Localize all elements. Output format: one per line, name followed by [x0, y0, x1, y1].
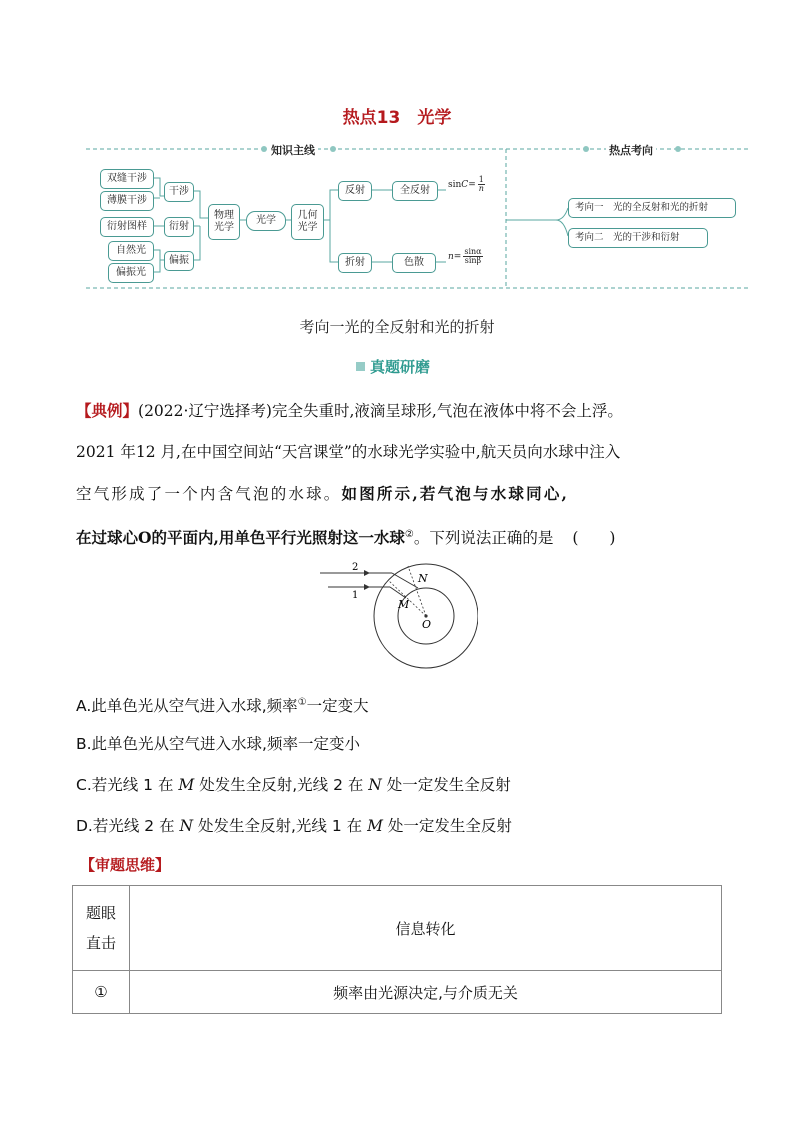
option-a[interactable]: A.此单色光从空气进入水球,频率①一定变大 [76, 697, 369, 716]
node-thin-film: 薄膜干涉 [100, 191, 154, 211]
point-O-label: O [422, 618, 432, 631]
answer-bracket: ( ) [572, 529, 616, 548]
ray-1-label: 1 [352, 590, 359, 601]
node-reflection: 反射 [338, 181, 372, 201]
point-M-label: M [398, 598, 410, 611]
example-line-1: 【典例】(2022·辽宁选择考)完全失重时,液滴呈球形,气泡在液体中将不会上浮。 [76, 402, 623, 420]
node-polarization: 偏振 [164, 251, 194, 271]
thinking-table [72, 885, 722, 1014]
example-line-2: 2021 年12 月,在中国空间站“天宫课堂”的水球光学实验中,航天员向水球中注入 [76, 443, 621, 461]
page-title: 热点13 光学 [342, 108, 452, 128]
node-optics: 光学 [246, 211, 286, 231]
example-line-4: 在过球心O的平面内,用单色平行光照射这一水球②。下列说法正确的是 ( ) [76, 528, 616, 548]
row-info: 频率由光源决定,与介质无关 [130, 971, 722, 1014]
knowledge-mindmap [86, 136, 750, 292]
option-c[interactable]: C.若光线 1 在 M 处发生全反射,光线 2 在 N 处一定发生全反射 [76, 776, 511, 794]
sub-heading: 考向一光的全反射和光的折射 [299, 318, 495, 336]
ray-2-label: 2 [352, 562, 359, 573]
row-marker: ① [73, 971, 130, 1014]
example-tag: 【典例】 [76, 402, 139, 420]
node-double-slit: 双缝干涉 [100, 169, 154, 189]
direction-1: 考向一 光的全反射和光的折射 [568, 198, 736, 218]
node-physical-optics: 物理 光学 [208, 204, 240, 240]
node-total-reflection: 全反射 [392, 181, 438, 201]
mindmap-right-header: 热点考向 [606, 142, 656, 158]
header-cell-keyword: 题眼 直击 [73, 886, 130, 971]
table-header-row [73, 886, 722, 971]
water-sphere-figure [318, 558, 478, 670]
thinking-title: 【审题思维】 [80, 856, 171, 874]
point-N-label: N [418, 572, 428, 585]
node-polarized-light: 偏振光 [108, 263, 154, 283]
formula-critical-angle: sin C = $\frac{1}{n}$ [448, 175, 484, 194]
option-d[interactable]: D.若光线 2 在 N 处发生全反射,光线 1 在 M 处一定发生全反射 [76, 817, 512, 835]
option-b[interactable]: B.此单色光从空气进入水球,频率一定变小 [76, 735, 360, 753]
section-title-text: 真题研磨 [370, 358, 431, 376]
node-diffraction: 衍射 [164, 217, 194, 237]
node-geometric-optics: 几何 光学 [291, 204, 324, 240]
node-diffraction-pattern: 衍射图样 [100, 217, 154, 237]
node-interference: 干涉 [164, 182, 194, 202]
table-row [73, 971, 722, 1014]
mindmap-left-header: 知识主线 [268, 142, 318, 158]
section-title [356, 356, 430, 377]
header-cell-info: 信息转化 [130, 886, 722, 971]
node-natural-light: 自然光 [108, 241, 154, 261]
example-line-3: 空气形成了一个内含气泡的水球。如图所示,若气泡与水球同心, [76, 484, 570, 503]
direction-2: 考向二 光的干涉和衍射 [568, 228, 708, 248]
node-dispersion: 色散 [392, 253, 436, 273]
formula-refractive-index: n = $\frac{\sin\alpha}{\sin\beta}$ [448, 247, 482, 266]
section-square-icon [356, 362, 365, 371]
node-refraction: 折射 [338, 253, 372, 273]
